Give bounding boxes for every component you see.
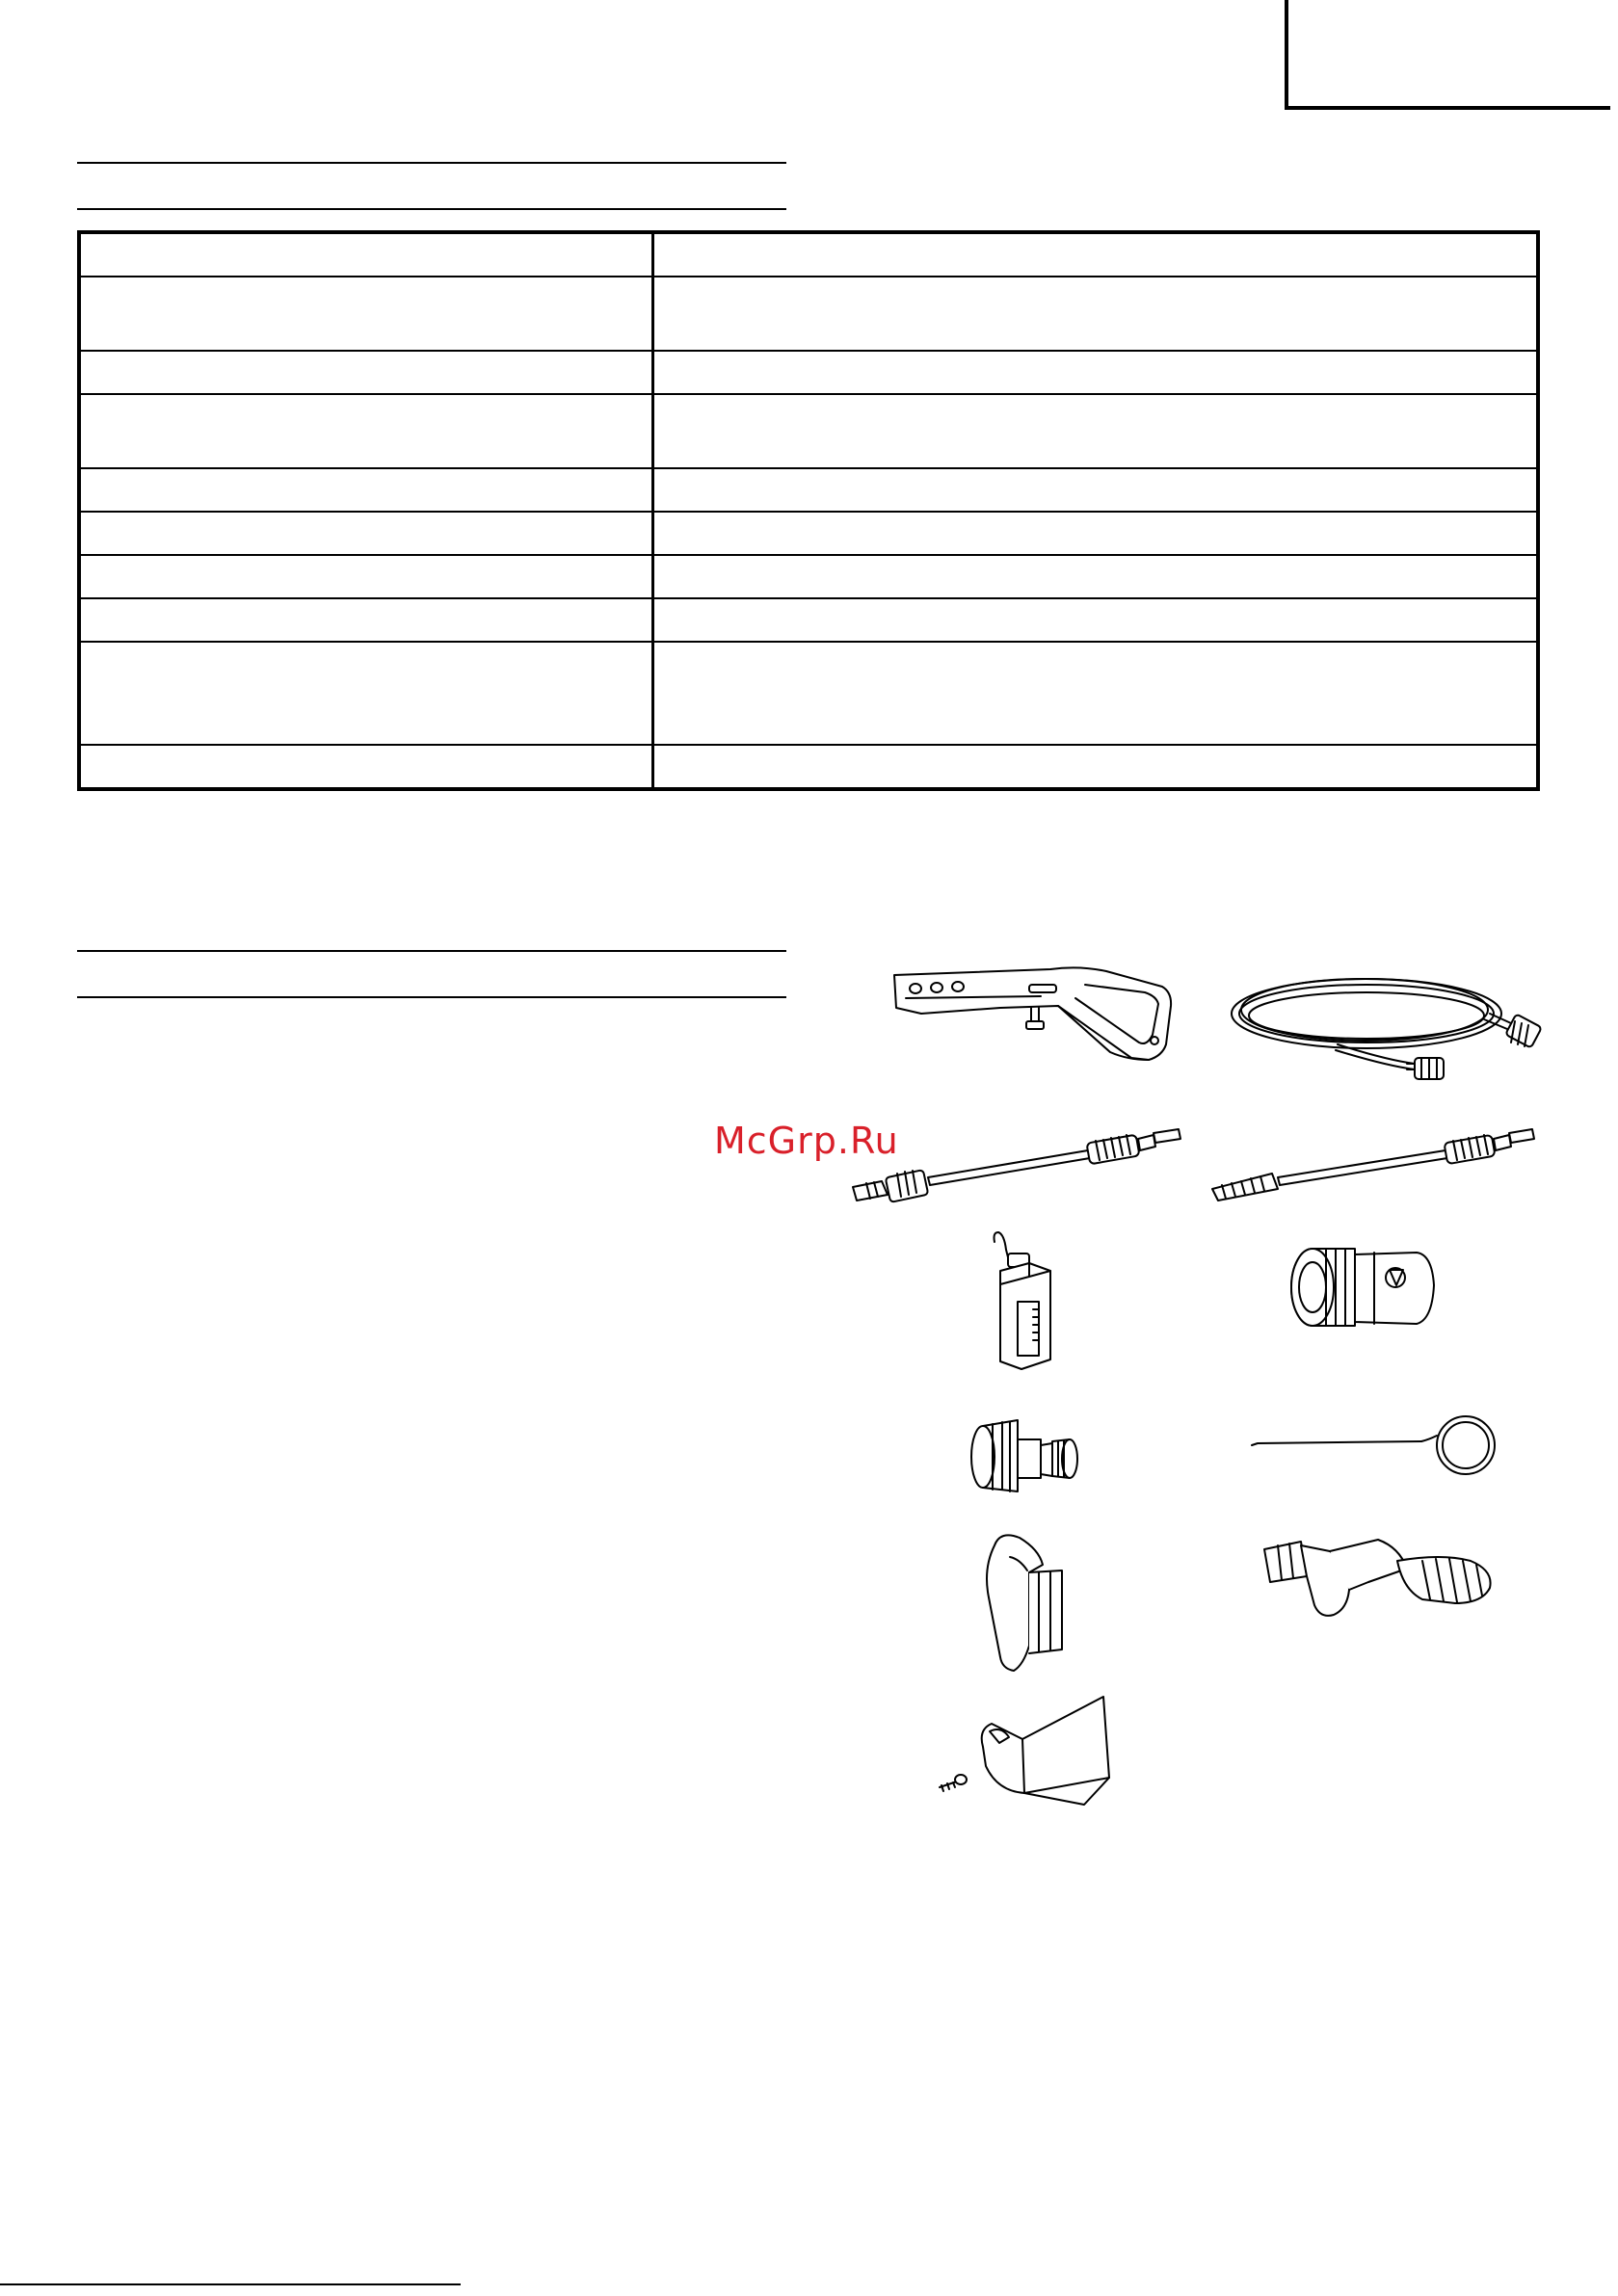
table-row (79, 351, 1538, 394)
nozzle-cleaning-needle-icon (1248, 1407, 1508, 1484)
spec-value (653, 745, 1539, 789)
table-row (79, 512, 1538, 555)
table-row (79, 745, 1538, 789)
spec-value (653, 468, 1539, 512)
footer-rule (0, 2283, 461, 2285)
high-pressure-hose-icon (1222, 963, 1550, 1098)
spec-label (79, 232, 653, 277)
lance-turbo-nozzle-icon (1205, 1118, 1542, 1214)
page-number-box (1285, 0, 1610, 110)
spec-label (79, 512, 653, 555)
detergent-bottle-icon (983, 1228, 1079, 1383)
spec-label (79, 351, 653, 394)
table-row (79, 598, 1538, 642)
spray-gun-icon (887, 963, 1185, 1079)
spec-label (79, 555, 653, 598)
spec-value (653, 394, 1539, 468)
table-row (79, 394, 1538, 468)
hose-connector-icon (1282, 1233, 1455, 1349)
spec-value (653, 598, 1539, 642)
spec-value (653, 232, 1539, 277)
crank-handle-icon (1253, 1532, 1513, 1638)
section-heading-rule-bottom (77, 208, 786, 210)
spec-value (653, 555, 1539, 598)
section-heading-rule-top (77, 950, 786, 952)
spec-label (79, 642, 653, 745)
table-row (79, 468, 1538, 512)
section-heading-rule-bottom (77, 996, 786, 998)
spec-label (79, 598, 653, 642)
spec-label (79, 745, 653, 789)
lance-holder-clip-icon (975, 1530, 1081, 1675)
watermark: McGrp.Ru (714, 1120, 899, 1162)
specifications-table (77, 230, 1540, 791)
spec-value (653, 277, 1539, 351)
table-row (79, 555, 1538, 598)
spec-value (653, 642, 1539, 745)
hose-hook-bracket-icon (930, 1691, 1123, 1826)
spec-label (79, 277, 653, 351)
table-row (79, 232, 1538, 277)
spec-label (79, 468, 653, 512)
lance-adjustable-nozzle-icon (843, 1118, 1190, 1214)
spec-value (653, 512, 1539, 555)
tap-adapter-icon (964, 1407, 1099, 1503)
spec-label (79, 394, 653, 468)
spec-value (653, 351, 1539, 394)
table-row (79, 642, 1538, 745)
table-row (79, 277, 1538, 351)
section-heading-rule-top (77, 162, 786, 164)
